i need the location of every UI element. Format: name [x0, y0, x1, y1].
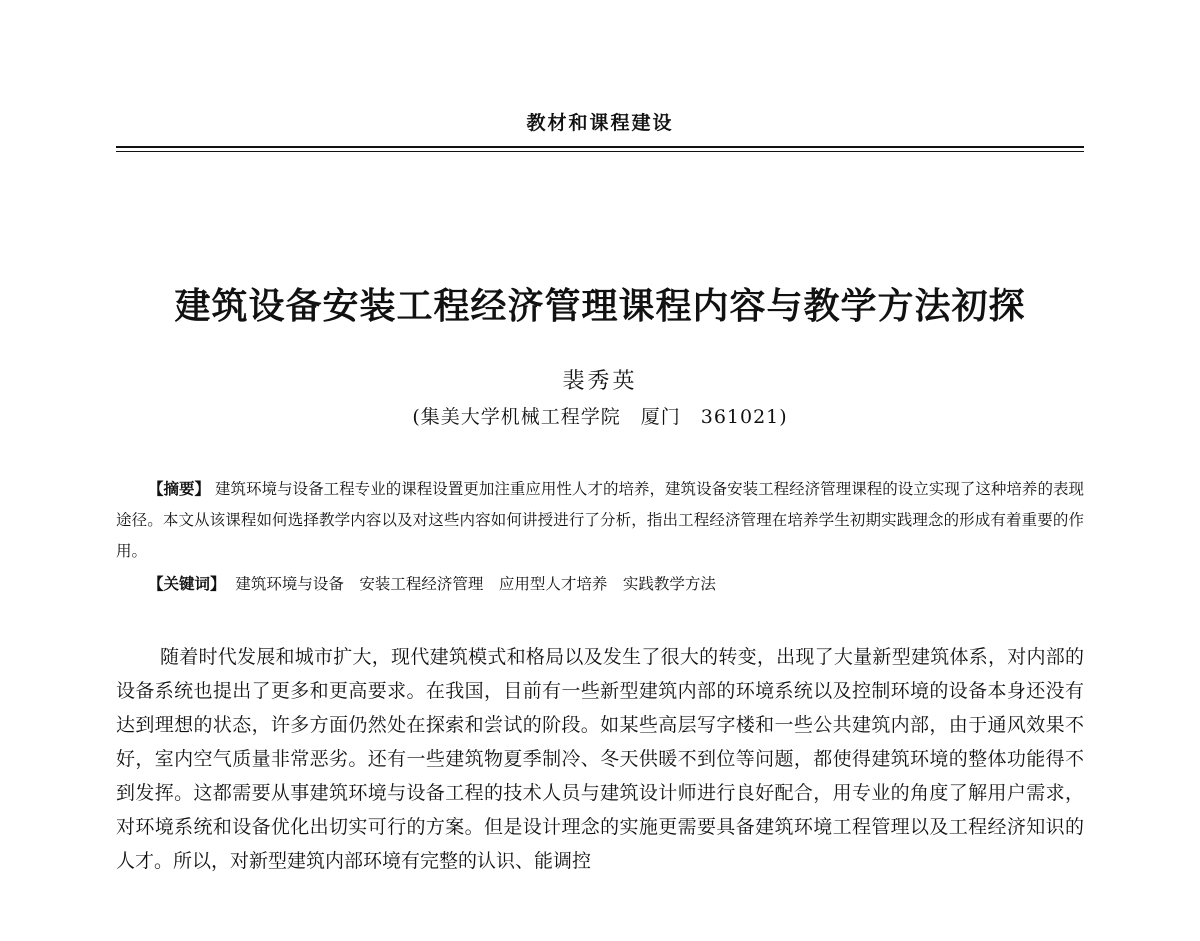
- author-affiliation: (集美大学机械工程学院 厦门 361021): [412, 406, 788, 428]
- abstract: [116, 474, 1084, 567]
- header-rule: [116, 146, 1084, 148]
- abstract-label: 【摘要】: [148, 480, 211, 498]
- abstract-text: 建筑环境与设备工程专业的课程设置更加注重应用性人才的培养，建筑设备安装工程经济管理课程的设立实现了这种培养的表现途径。本文从该课程如何选择教学内容以及对这些内容如何讲授进行了分析，指出工程经济管理在培养学生初期实践理念的形成有着重要的作用。: [116, 480, 1084, 560]
- article-title: 建筑设备安装工程经济管理课程内容与教学方法初探: [174, 286, 1026, 327]
- running-head: 教材和课程建设: [526, 112, 674, 134]
- body-paragraph: 随着时代发展和城市扩大，现代建筑模式和格局以及发生了很大的转变，出现了大量新型建筑体系，对内部的设备系统也提出了更多和更高要求。在我国，目前有一些新型建筑内部的环境系统以及控制环境的设备本身还没有达到理想的状态，许多方面仍然处在探索和尝试的阶段。如某些高层写字楼和一些公共建筑内部，由于通风效果不好，室内空气质量非常恶劣。还有一些建筑物夏季制冷、冬天供暖不到位等问题，都使得建筑环境的整体功能得不到发挥。这都需要从事建筑环境与设备工程的技术人员与建筑设计师进行良好配合，用专业的角度了解用户需求，对环境系统和设备优化出切实可行的方案。但是设计理念的实施更需要具备建筑环境工程管理以及工程经济知识的人才。所以，对新型建筑内部环境有完整的认识、能调控: [116, 646, 1084, 872]
- keywords: [148, 569, 1084, 600]
- author-name: 裴秀英: [562, 369, 638, 394]
- keywords-text: 建筑环境与设备 安装工程经济管理 应用型人才培养 实践教学方法: [235, 575, 716, 593]
- header-rule-thin: [116, 151, 1084, 152]
- keywords-label: 【关键词】: [148, 575, 226, 593]
